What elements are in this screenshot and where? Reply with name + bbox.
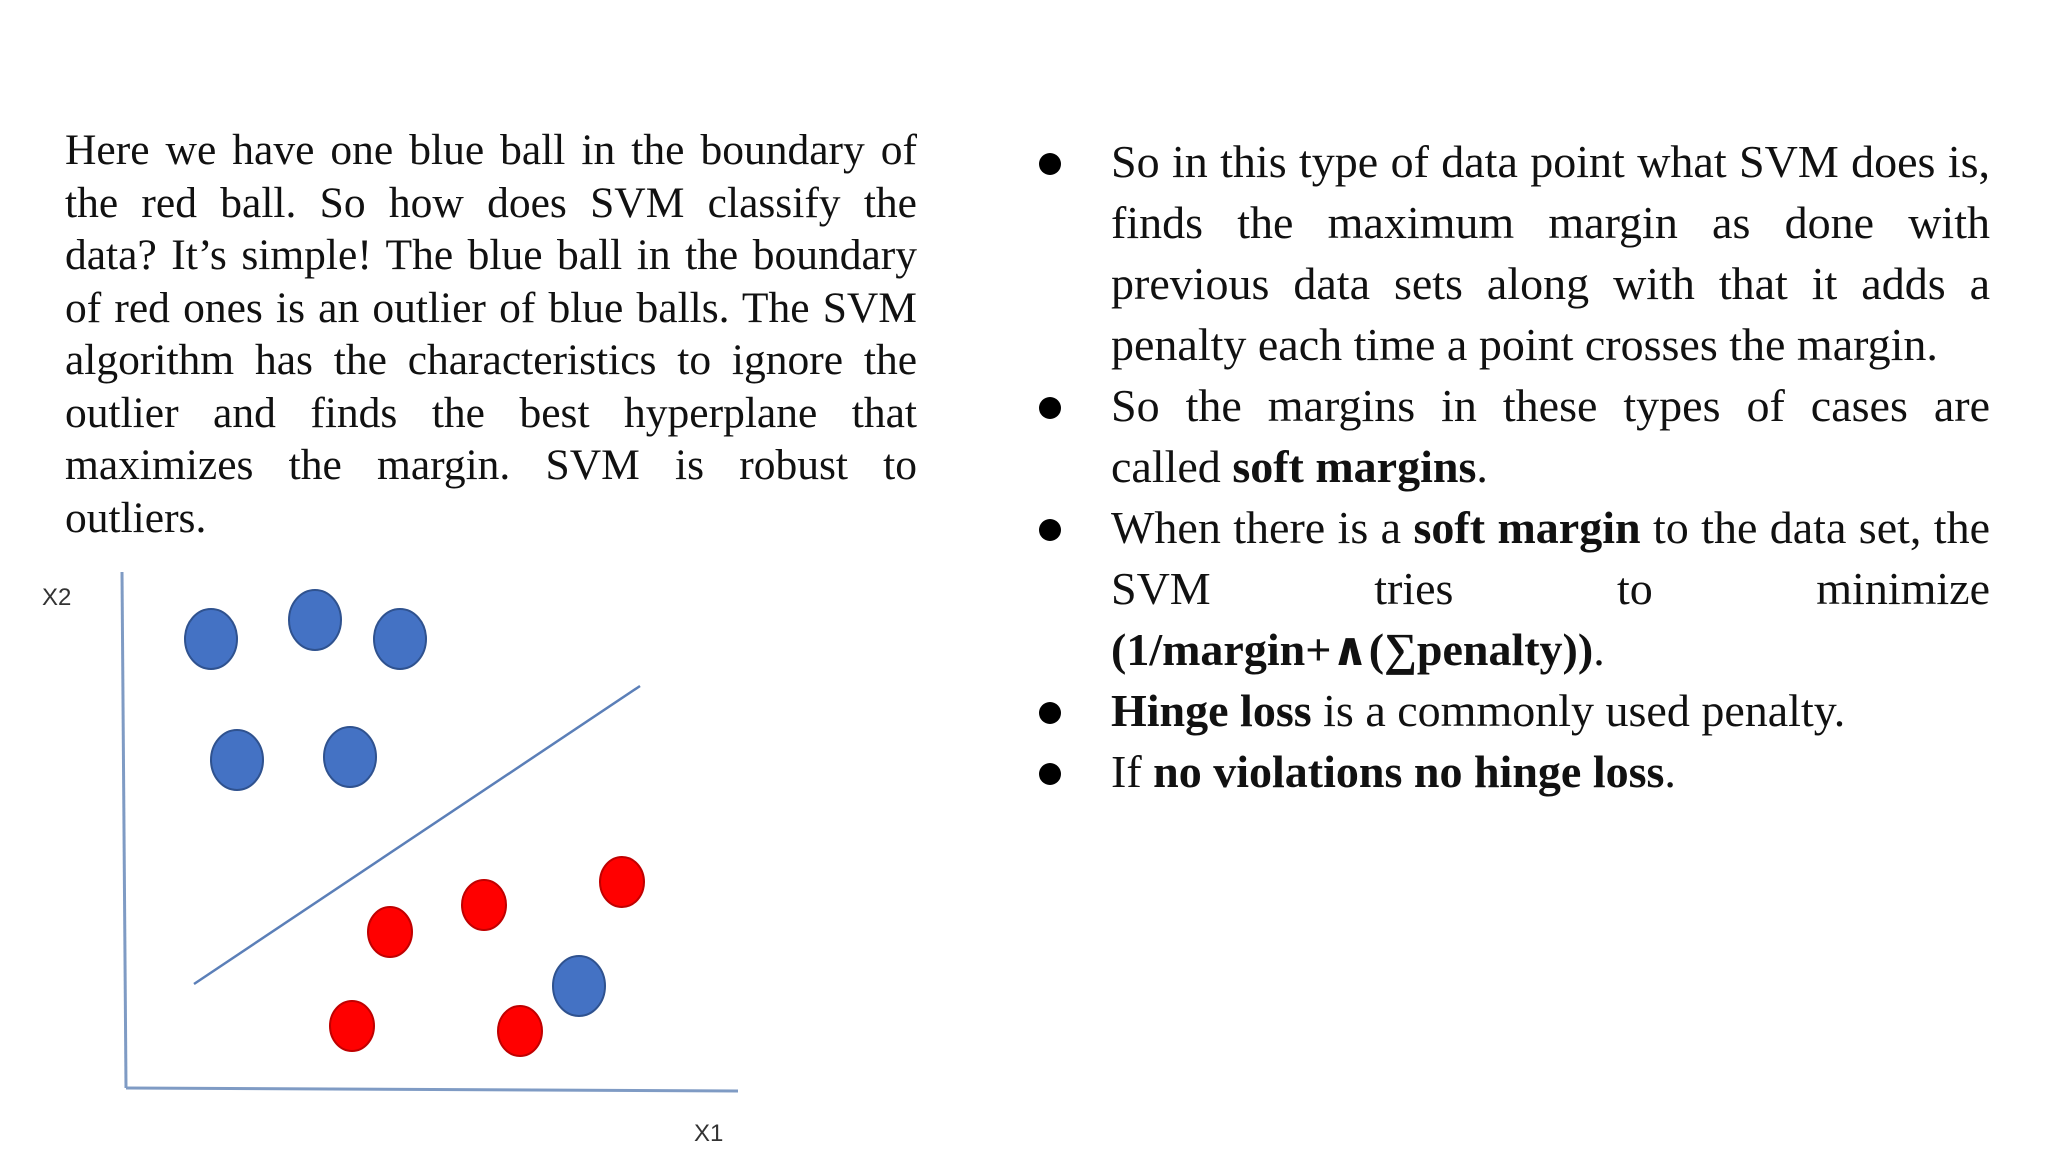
y-axis-label: X2 <box>42 584 72 611</box>
bullet-text-bold: no violations no hinge loss <box>1153 746 1665 797</box>
bullet-text-post: . <box>1476 441 1488 492</box>
bullet-text-post: . <box>1664 746 1676 797</box>
bullet-text-post: is a commonly used penalty. <box>1311 685 1846 736</box>
red-ball <box>330 1001 374 1051</box>
blue-ball <box>289 590 341 650</box>
bullet-icon <box>1039 519 1061 541</box>
red-ball <box>462 880 506 930</box>
bullet-item-3 <box>1030 497 1990 680</box>
bullet-text-bold: soft margins <box>1232 441 1477 492</box>
blue-ball <box>211 730 263 790</box>
red-ball <box>498 1006 542 1056</box>
red-ball <box>368 907 412 957</box>
blue-ball <box>374 609 426 669</box>
bullet-item-5 <box>1030 741 1990 802</box>
bullet-text-pre: If <box>1111 746 1154 797</box>
bullet-icon <box>1039 397 1061 419</box>
blue-ball <box>324 727 376 787</box>
bullet-item-4 <box>1030 680 1990 741</box>
x-axis-label: X1 <box>694 1120 724 1147</box>
bullet-text-post: . <box>1593 624 1605 675</box>
bullet-icon <box>1039 763 1061 785</box>
bullet-text-bold: soft margin <box>1413 502 1641 553</box>
x-axis <box>126 1088 738 1091</box>
bullet-text-pre: So the margins in these types of cases are called <box>1111 380 1990 492</box>
bullet-text-bold: Hinge loss <box>1111 685 1312 736</box>
bullet-item-1 <box>1030 131 1990 375</box>
blue-ball-outlier <box>553 956 605 1016</box>
bullet-item-2 <box>1030 375 1990 497</box>
left-paragraph: Here we have one blue ball in the boundary of the red ball. So how does SVM classify the data? It’s simple! The blue ball in the boundary of red ones is an outlier of blue balls. The SVM algorithm has the characteristics to ignore the outlier and finds the best hyperplane that maximizes the margin. SVM is robust to outliers. <box>65 126 917 542</box>
y-axis <box>122 572 126 1088</box>
bullet-text: So in this type of data point what SVM does is, finds the maximum margin as done with previous data sets along with that it adds a penalty each time a point crosses the margin. <box>1111 136 1990 370</box>
bullet-list <box>1030 131 1990 802</box>
blue-ball <box>185 609 237 669</box>
bullet-text-mid: to the data set, the SVM tries to minimize <box>1111 502 1990 614</box>
hyperplane-line <box>194 686 640 984</box>
bullet-icon <box>1039 153 1061 175</box>
bullet-icon <box>1039 702 1061 724</box>
bullet-text-pre: When there is a <box>1111 502 1414 553</box>
bullet-text-formula: (1/margin+∧(∑penalty)) <box>1111 624 1594 675</box>
red-ball <box>600 857 644 907</box>
bullet-line-justified <box>1111 497 1990 619</box>
svm-diagram <box>0 560 800 1152</box>
